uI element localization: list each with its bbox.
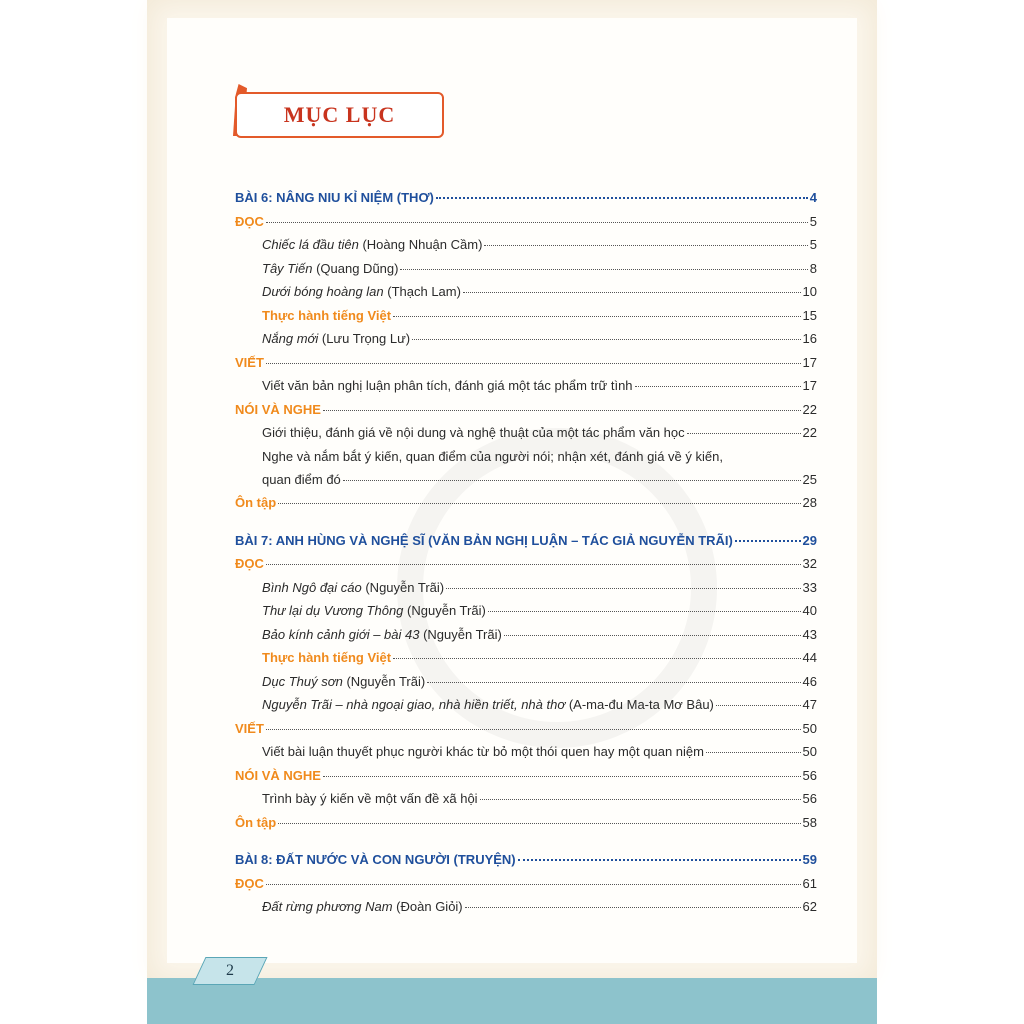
leader-dots [412, 338, 800, 340]
toc-entry-item[interactable] [235, 261, 817, 285]
toc-page-number: 62 [802, 899, 817, 914]
book-page [147, 0, 877, 1024]
work-author: (A-ma-đu Ma-ta Mơ Bâu) [565, 697, 714, 712]
leader-dots [393, 657, 800, 659]
toc-entry-label [262, 331, 410, 346]
toc-entry-label: Viết văn bản nghị luận phân tích, đánh giá một tác phẩm trữ tình [262, 378, 633, 393]
work-title: Dục Thuý sơn [262, 673, 343, 689]
toc-entry-label [262, 697, 714, 712]
table-of-contents [235, 190, 817, 923]
page-number: 2 [226, 962, 234, 979]
toc-entry-label: Ôn tập [235, 814, 277, 830]
paper-area [167, 18, 857, 963]
leader-dots [716, 704, 801, 706]
work-author: (Nguyễn Trãi) [361, 579, 445, 595]
toc-entry-plain[interactable] [235, 425, 817, 449]
leader-dots [518, 858, 801, 861]
leader-dots [484, 244, 807, 246]
toc-entry-label [262, 284, 461, 299]
work-author: (Nguyễn Trãi) [342, 673, 426, 689]
toc-page-number: 16 [802, 331, 817, 346]
toc-entry-section[interactable] [235, 721, 817, 745]
toc-entry-section[interactable] [235, 402, 817, 426]
toc-entry-item[interactable] [235, 331, 817, 355]
work-author: (Thạch Lam) [383, 284, 461, 299]
toc-page-number: 22 [802, 425, 817, 440]
toc-page-number: 40 [802, 603, 817, 618]
toc-entry-label: BÀI 6: NÂNG NIU KỈ NIỆM (THƠ) [235, 190, 434, 205]
toc-entry-section[interactable] [235, 214, 817, 238]
toc-entry-label: Thực hành tiếng Việt [262, 307, 392, 323]
work-title: Nguyễn Trãi – nhà ngoại giao, nhà hiền triết, nhà thơ [262, 697, 566, 712]
toc-page-number: 28 [802, 495, 817, 510]
page-number-badge [192, 957, 267, 985]
toc-page-number: 56 [802, 791, 817, 806]
toc-page-number: 47 [802, 697, 817, 712]
leader-dots [725, 457, 815, 458]
toc-entry-label: NÓI VÀ NGHE [235, 401, 321, 417]
toc-entry-item[interactable] [235, 603, 817, 627]
page-title: MỤC LỤC [283, 102, 396, 127]
toc-entry-item[interactable] [235, 284, 817, 308]
leader-dots [343, 479, 801, 481]
toc-entry-item[interactable] [235, 899, 817, 923]
work-author: (Nguyễn Trãi) [419, 626, 502, 642]
work-author: (Lưu Trọng Lư) [318, 331, 411, 346]
toc-entry-item[interactable] [235, 627, 817, 651]
toc-page-number: 15 [802, 307, 817, 323]
leader-dots [393, 315, 800, 317]
toc-page-number: 29 [802, 532, 817, 548]
leader-dots [635, 385, 801, 387]
toc-entry-plain[interactable] [235, 472, 817, 496]
work-title: Thư lại dụ Vương Thông [262, 603, 404, 618]
toc-entry-label [262, 627, 502, 642]
toc-entry-label [262, 261, 398, 276]
toc-entry-label: Nghe và nắm bắt ý kiến, quan điểm của người nói; nhận xét, đánh giá về ý kiến, [262, 448, 723, 464]
toc-entry-lesson[interactable] [235, 852, 817, 876]
work-author: (Quang Dũng) [312, 260, 399, 276]
leader-dots [735, 539, 801, 542]
toc-page-number: 50 [802, 744, 817, 759]
leader-dots [266, 362, 801, 364]
leader-dots [463, 291, 801, 293]
leader-dots [706, 751, 801, 753]
toc-entry-label: Viết bài luận thuyết phục người khác từ bỏ một thói quen hay một quan niệm [262, 744, 704, 759]
toc-entry-label [262, 237, 482, 252]
work-title: Dưới bóng hoàng lan [262, 284, 384, 299]
toc-entry-section[interactable] [235, 876, 817, 900]
leader-dots [446, 587, 800, 589]
toc-entry-section[interactable] [235, 556, 817, 580]
toc-page-number: 32 [802, 556, 817, 571]
leader-dots [480, 798, 801, 800]
leader-dots [400, 268, 807, 270]
toc-entry-label [262, 603, 486, 618]
toc-entry-label [262, 674, 425, 689]
toc-entry-label: quan điểm đó [262, 471, 341, 487]
work-author: (Hoàng Nhuận Cầm) [358, 237, 483, 252]
toc-entry-label: Giới thiệu, đánh giá về nội dung và nghệ thuật của một tác phẩm văn học [262, 425, 685, 440]
work-title: Bảo kính cảnh giới – bài 43 [262, 626, 420, 642]
toc-page-number: 10 [802, 284, 817, 299]
toc-page-number: 56 [802, 767, 817, 783]
leader-dots [266, 883, 801, 885]
leader-dots [266, 563, 801, 565]
toc-page-number: 17 [802, 378, 817, 393]
toc-entry-label: BÀI 7: ANH HÙNG VÀ NGHỆ SĨ (VĂN BẢN NGHỊ LUẬN – TÁC GIẢ NGUYỄN TRÃI) [235, 532, 733, 548]
work-title: Tây Tiến [262, 260, 313, 276]
toc-entry-review[interactable] [235, 815, 817, 839]
toc-entry-plain[interactable] [235, 378, 817, 402]
toc-entry-practice[interactable] [235, 308, 817, 332]
toc-entry-item[interactable] [235, 674, 817, 698]
toc-entry-section[interactable] [235, 355, 817, 379]
toc-entry-label: VIẾT [235, 720, 264, 736]
leader-dots [266, 728, 801, 730]
work-title: Nắng mới [262, 331, 319, 346]
toc-entry-label: VIẾT [235, 354, 264, 370]
toc-entry-label: Trình bày ý kiến về một vấn đề xã hội [262, 791, 478, 806]
footer-band [147, 978, 877, 1024]
toc-entry-lesson[interactable] [235, 190, 817, 214]
toc-entry-label: ĐỌC [235, 556, 264, 571]
toc-entry-plain[interactable] [235, 791, 817, 815]
work-author: (Đoàn Giỏi) [392, 899, 463, 914]
toc-entry-item[interactable] [235, 697, 817, 721]
toc-page-number: 59 [802, 852, 817, 867]
leader-dots [488, 610, 801, 612]
leader-dots [427, 681, 800, 683]
leader-dots [436, 196, 808, 199]
toc-entry-plain[interactable] [235, 744, 817, 768]
toc-page-number: 22 [802, 401, 817, 417]
toc-entry-item[interactable] [235, 580, 817, 604]
toc-gap [235, 838, 817, 852]
toc-entry-label: ĐỌC [235, 213, 264, 229]
toc-entry-label: Ôn tập [235, 495, 277, 510]
toc-entry-label: Thực hành tiếng Việt [262, 650, 392, 665]
leader-dots [465, 906, 801, 908]
toc-entry-review[interactable] [235, 495, 817, 519]
work-title: Chiếc lá đầu tiên [262, 237, 359, 252]
leader-dots [323, 775, 801, 777]
toc-entry-label: BÀI 8: ĐẤT NƯỚC VÀ CON NGƯỜI (TRUYỆN) [235, 852, 516, 867]
toc-entry-label: ĐỌC [235, 875, 264, 891]
title-box [235, 92, 444, 138]
toc-page-number: 61 [802, 875, 817, 891]
leader-dots [687, 432, 801, 434]
leader-dots [278, 822, 800, 824]
toc-entry-first[interactable] [235, 449, 817, 472]
toc-page-number: 5 [809, 213, 817, 229]
toc-entry-label [262, 899, 463, 914]
toc-page-number: 5 [809, 237, 817, 252]
work-title: Đất rừng phương Nam [262, 899, 393, 914]
toc-page-number: 50 [802, 720, 817, 736]
toc-page-number: 8 [809, 260, 817, 276]
toc-entry-item[interactable] [235, 237, 817, 261]
toc-page-number: 4 [809, 190, 817, 205]
leader-dots [323, 409, 801, 411]
work-title: Bình Ngô đại cáo [262, 579, 362, 595]
leader-dots [504, 634, 801, 636]
toc-entry-practice[interactable] [235, 650, 817, 674]
toc-page-number: 17 [802, 354, 817, 370]
toc-entry-label [262, 580, 444, 595]
leader-dots [278, 502, 800, 504]
toc-entry-section[interactable] [235, 768, 817, 792]
toc-page-number: 25 [802, 471, 817, 487]
toc-entry-lesson[interactable] [235, 533, 817, 557]
toc-page-number: 43 [802, 626, 817, 642]
toc-page-number: 33 [802, 579, 817, 595]
toc-page-number: 44 [802, 650, 817, 665]
toc-page-number: 46 [802, 673, 817, 689]
toc-page-number: 58 [802, 814, 817, 830]
work-author: (Nguyễn Trãi) [403, 603, 486, 618]
toc-gap [235, 519, 817, 533]
leader-dots [266, 221, 808, 223]
toc-entry-label: NÓI VÀ NGHE [235, 767, 321, 783]
